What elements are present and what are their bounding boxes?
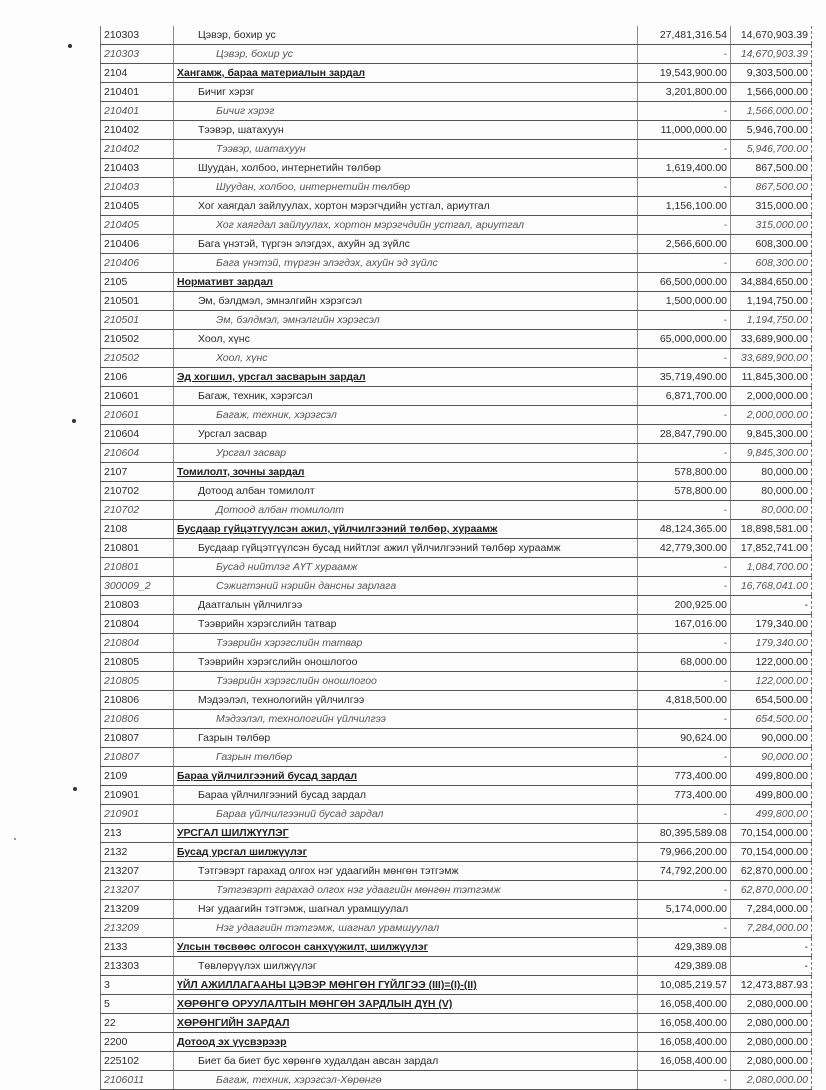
- amount-col2-cell: 5,946,700.00: [731, 121, 812, 140]
- amount-col2-cell: 315,000.00: [731, 216, 812, 235]
- amount-col2-cell: 7,284,000.00: [731, 919, 812, 938]
- amount-col2-cell: 867,500.00: [731, 178, 812, 197]
- amount-col2-cell: 9,845,300.00: [731, 444, 812, 463]
- table-row-detail: [101, 349, 812, 368]
- account-code-cell: 213207: [101, 862, 174, 881]
- table-row: [101, 1052, 812, 1071]
- table-row: [101, 121, 812, 140]
- amount-col1-cell: 2,566,600.00: [638, 235, 731, 254]
- account-code-cell: 2132: [101, 843, 174, 862]
- account-code-cell: 210401: [101, 102, 174, 121]
- table-row-detail: [101, 254, 812, 273]
- table-row: [101, 235, 812, 254]
- amount-col2-cell: 70,154,000.00: [731, 843, 812, 862]
- table-row: [101, 596, 812, 615]
- table-row-detail: [101, 140, 812, 159]
- account-name-cell: Хоол, хүнс: [174, 349, 638, 368]
- table-row-group-header: [101, 938, 812, 957]
- account-code-cell: 210402: [101, 140, 174, 159]
- table-row: [101, 615, 812, 634]
- table-row: [101, 387, 812, 406]
- table-row-detail: [101, 501, 812, 520]
- account-name-cell: Бараа үйлчилгээний бусад зардал: [174, 767, 638, 786]
- table-row-group-header: [101, 1014, 812, 1033]
- account-name-cell: Шуудан, холбоо, интернетийн төлбөр: [174, 159, 638, 178]
- account-code-cell: 210801: [101, 539, 174, 558]
- amount-col1-cell: 11,000,000.00: [638, 121, 731, 140]
- amount-col1-cell: 16,058,400.00: [638, 1052, 731, 1071]
- account-name-cell: Бараа үйлчилгээний бусад зардал: [174, 786, 638, 805]
- account-code-cell: 210303: [101, 45, 174, 64]
- amount-col1-cell: 578,800.00: [638, 482, 731, 501]
- account-name-cell: Даатгалын үйлчилгээ: [174, 596, 638, 615]
- table-row-detail: [101, 311, 812, 330]
- amount-col1-cell: -: [638, 634, 731, 653]
- account-code-cell: 210807: [101, 748, 174, 767]
- amount-col2-cell: 315,000.00: [731, 197, 812, 216]
- account-name-cell: Газрын төлбөр: [174, 748, 638, 767]
- amount-col1-cell: -: [638, 254, 731, 273]
- amount-col2-cell: 90,000.00: [731, 729, 812, 748]
- amount-col2-cell: 867,500.00: [731, 159, 812, 178]
- amount-col2-cell: 9,845,300.00: [731, 425, 812, 444]
- amount-col2-cell: -: [731, 938, 812, 957]
- account-code-cell: 210402: [101, 121, 174, 140]
- amount-col2-cell: 1,194,750.00: [731, 292, 812, 311]
- amount-col1-cell: 79,966,200.00: [638, 843, 731, 862]
- amount-col1-cell: -: [638, 178, 731, 197]
- table-row-detail: [101, 1071, 812, 1090]
- account-name-cell: ХӨРӨНГӨ ОРУУЛАЛТЫН МӨНГӨН ЗАРДЛЫН ДҮН (V): [174, 995, 638, 1014]
- amount-col2-cell: 179,340.00: [731, 615, 812, 634]
- account-code-cell: 213207: [101, 881, 174, 900]
- amount-col2-cell: 16,768,041.00: [731, 577, 812, 596]
- amount-col1-cell: 6,871,700.00: [638, 387, 731, 406]
- amount-col1-cell: -: [638, 216, 731, 235]
- account-code-cell: 300009_2: [101, 577, 174, 596]
- scan-dot-mark: [14, 838, 16, 840]
- amount-col2-cell: 34,884,650.00: [731, 273, 812, 292]
- amount-col1-cell: -: [638, 558, 731, 577]
- amount-col2-cell: 2,080,000.00: [731, 1052, 812, 1071]
- account-name-cell: Хог хаягдал зайлуулах, хортон мэрэгчдийн устгал, ариутгал: [174, 197, 638, 216]
- account-code-cell: 210601: [101, 406, 174, 425]
- account-name-cell: Хангамж, бараа материалын зардал: [174, 64, 638, 83]
- amount-col1-cell: 66,500,000.00: [638, 273, 731, 292]
- account-name-cell: Хоол, хүнс: [174, 330, 638, 349]
- account-code-cell: 213209: [101, 919, 174, 938]
- table-row-detail: [101, 558, 812, 577]
- table-row: [101, 292, 812, 311]
- account-name-cell: Тээврийн хэрэгслийн татвар: [174, 634, 638, 653]
- amount-col1-cell: -: [638, 501, 731, 520]
- amount-col2-cell: 14,670,903.39: [731, 26, 812, 45]
- amount-col2-cell: -: [731, 957, 812, 976]
- amount-col1-cell: 4,818,500.00: [638, 691, 731, 710]
- amount-col1-cell: 773,400.00: [638, 767, 731, 786]
- account-name-cell: Газрын төлбөр: [174, 729, 638, 748]
- account-name-cell: Тэтгэвэрт гарахад олгох нэг удаагийн мөнгөн тэтгэмж: [174, 862, 638, 881]
- account-code-cell: 2109: [101, 767, 174, 786]
- account-code-cell: 210901: [101, 805, 174, 824]
- account-code-cell: 2106: [101, 368, 174, 387]
- amount-col2-cell: -: [731, 596, 812, 615]
- amount-col1-cell: 200,925.00: [638, 596, 731, 615]
- account-name-cell: Тээвэр, шатахуун: [174, 140, 638, 159]
- account-code-cell: 210702: [101, 501, 174, 520]
- account-code-cell: 2106011: [101, 1071, 174, 1090]
- account-name-cell: Дотоод эх үүсвэрээр: [174, 1033, 638, 1052]
- table-row-detail: [101, 444, 812, 463]
- account-name-cell: Тээвэр, шатахуун: [174, 121, 638, 140]
- table-row-detail: [101, 919, 812, 938]
- table-row-group-header: [101, 520, 812, 539]
- table-row-detail: [101, 45, 812, 64]
- account-code-cell: 2108: [101, 520, 174, 539]
- amount-col1-cell: 74,792,200.00: [638, 862, 731, 881]
- account-code-cell: 2107: [101, 463, 174, 482]
- amount-col2-cell: 17,852,741.00: [731, 539, 812, 558]
- amount-col2-cell: 2,080,000.00: [731, 1033, 812, 1052]
- account-name-cell: Бусад урсгал шилжүүлэг: [174, 843, 638, 862]
- amount-col1-cell: 1,156,100.00: [638, 197, 731, 216]
- amount-col2-cell: 2,000,000.00: [731, 406, 812, 425]
- account-code-cell: 210807: [101, 729, 174, 748]
- account-code-cell: 210303: [101, 26, 174, 45]
- account-name-cell: Бага үнэтэй, түргэн элэгдэх, ахуйн эд зүйлс: [174, 254, 638, 273]
- account-name-cell: Нэг удаагийн тэтгэмж, шагнал урамшуулал: [174, 919, 638, 938]
- account-code-cell: 213303: [101, 957, 174, 976]
- account-name-cell: Нормативт зардал: [174, 273, 638, 292]
- table-row-detail: [101, 178, 812, 197]
- amount-col1-cell: -: [638, 140, 731, 159]
- account-code-cell: 225102: [101, 1052, 174, 1071]
- account-code-cell: 210601: [101, 387, 174, 406]
- amount-col2-cell: 654,500.00: [731, 710, 812, 729]
- table-row-group-header: [101, 767, 812, 786]
- amount-col1-cell: 429,389.08: [638, 938, 731, 957]
- amount-col2-cell: 2,080,000.00: [731, 1071, 812, 1090]
- table-row: [101, 197, 812, 216]
- account-code-cell: 2104: [101, 64, 174, 83]
- account-name-cell: Тэтгэвэрт гарахад олгох нэг удаагийн мөнгөн тэтгэмж: [174, 881, 638, 900]
- amount-col1-cell: -: [638, 1071, 731, 1090]
- account-code-cell: 2200: [101, 1033, 174, 1052]
- amount-col2-cell: 62,870,000.00: [731, 862, 812, 881]
- amount-col1-cell: 35,719,490.00: [638, 368, 731, 387]
- account-name-cell: Багаж, техник, хэрэгсэл: [174, 387, 638, 406]
- table-row-detail: [101, 710, 812, 729]
- account-name-cell: Томилолт, зочны зардал: [174, 463, 638, 482]
- scan-dot-mark: [68, 44, 72, 48]
- account-name-cell: Багаж, техник, хэрэгсэл-Хөрөнгө: [174, 1071, 638, 1090]
- amount-col2-cell: 1,566,000.00: [731, 102, 812, 121]
- account-name-cell: Бичиг хэрэг: [174, 102, 638, 121]
- account-name-cell: Эм, бэлдмэл, эмнэлгийн хэрэгсэл: [174, 292, 638, 311]
- account-code-cell: 210806: [101, 691, 174, 710]
- amount-col2-cell: 499,800.00: [731, 767, 812, 786]
- amount-col1-cell: 10,085,219.57: [638, 976, 731, 995]
- account-name-cell: Төвлөрүүлэх шилжүүлэг: [174, 957, 638, 976]
- table-row-detail: [101, 102, 812, 121]
- account-name-cell: ХӨРӨНГИЙН ЗАРДАЛ: [174, 1014, 638, 1033]
- amount-col2-cell: 2,080,000.00: [731, 1014, 812, 1033]
- account-name-cell: Мэдээлэл, технологийн үйлчилгээ: [174, 710, 638, 729]
- account-name-cell: Тээврийн хэрэгслийн оношлогоо: [174, 672, 638, 691]
- amount-col1-cell: 42,779,300.00: [638, 539, 731, 558]
- amount-col2-cell: 1,084,700.00: [731, 558, 812, 577]
- account-code-cell: 210806: [101, 710, 174, 729]
- amount-col2-cell: 499,800.00: [731, 786, 812, 805]
- amount-col1-cell: -: [638, 406, 731, 425]
- table-row: [101, 159, 812, 178]
- account-name-cell: Урсгал засвар: [174, 425, 638, 444]
- amount-col2-cell: 18,898,581.00: [731, 520, 812, 539]
- account-code-cell: 210805: [101, 672, 174, 691]
- amount-col2-cell: 608,300.00: [731, 254, 812, 273]
- account-code-cell: 210405: [101, 216, 174, 235]
- account-name-cell: Улсын төсвөөс олгосон санхүүжилт, шилжүүлэг: [174, 938, 638, 957]
- amount-col2-cell: 12,473,887.93: [731, 976, 812, 995]
- amount-col1-cell: -: [638, 102, 731, 121]
- amount-col2-cell: 11,845,300.00: [731, 368, 812, 387]
- account-code-cell: 210702: [101, 482, 174, 501]
- account-code-cell: 3: [101, 976, 174, 995]
- amount-col2-cell: 33,689,900.00: [731, 349, 812, 368]
- amount-col1-cell: 5,174,000.00: [638, 900, 731, 919]
- table-row: [101, 482, 812, 501]
- table-row: [101, 653, 812, 672]
- table-row: [101, 862, 812, 881]
- amount-col2-cell: 7,284,000.00: [731, 900, 812, 919]
- amount-col2-cell: 80,000.00: [731, 482, 812, 501]
- table-row: [101, 330, 812, 349]
- account-name-cell: Биет ба биет бус хөрөнгө худалдан авсан зардал: [174, 1052, 638, 1071]
- amount-col1-cell: 3,201,800.00: [638, 83, 731, 102]
- amount-col1-cell: -: [638, 444, 731, 463]
- table-row-detail: [101, 634, 812, 653]
- account-name-cell: Тээврийн хэрэгслийн татвар: [174, 615, 638, 634]
- account-code-cell: 5: [101, 995, 174, 1014]
- account-code-cell: 210502: [101, 330, 174, 349]
- amount-col1-cell: -: [638, 349, 731, 368]
- amount-col2-cell: 608,300.00: [731, 235, 812, 254]
- account-code-cell: 210401: [101, 83, 174, 102]
- table-row-group-header: [101, 976, 812, 995]
- account-name-cell: Эм, бэлдмэл, эмнэлгийн хэрэгсэл: [174, 311, 638, 330]
- amount-col2-cell: 2,000,000.00: [731, 387, 812, 406]
- account-code-cell: 22: [101, 1014, 174, 1033]
- account-name-cell: Бусдаар гүйцэтгүүлсэн бусад нийтлэг ажил үйлчилгээний төлбөр хураамж: [174, 539, 638, 558]
- amount-col2-cell: 33,689,900.00: [731, 330, 812, 349]
- table-row: [101, 729, 812, 748]
- amount-col1-cell: -: [638, 577, 731, 596]
- amount-col2-cell: 179,340.00: [731, 634, 812, 653]
- amount-col1-cell: 1,500,000.00: [638, 292, 731, 311]
- amount-col1-cell: 28,847,790.00: [638, 425, 731, 444]
- account-name-cell: Бусдаар гүйцэтгүүлсэн ажил, үйлчилгээний төлбөр, хураамж: [174, 520, 638, 539]
- ledger-body: [101, 26, 812, 1090]
- table-row: [101, 83, 812, 102]
- scan-dot-mark: [73, 787, 77, 791]
- amount-col2-cell: 122,000.00: [731, 653, 812, 672]
- table-row: [101, 786, 812, 805]
- account-name-cell: УРСГАЛ ШИЛЖҮҮЛЭГ: [174, 824, 638, 843]
- account-code-cell: 210406: [101, 235, 174, 254]
- amount-col1-cell: -: [638, 45, 731, 64]
- account-name-cell: Мэдээлэл, технологийн үйлчилгээ: [174, 691, 638, 710]
- amount-col1-cell: -: [638, 748, 731, 767]
- account-code-cell: 210604: [101, 444, 174, 463]
- account-code-cell: 210801: [101, 558, 174, 577]
- amount-col1-cell: 68,000.00: [638, 653, 731, 672]
- account-code-cell: 210405: [101, 197, 174, 216]
- amount-col1-cell: 65,000,000.00: [638, 330, 731, 349]
- amount-col2-cell: 122,000.00: [731, 672, 812, 691]
- table-row-group-header: [101, 995, 812, 1014]
- amount-col1-cell: -: [638, 672, 731, 691]
- amount-col2-cell: 5,946,700.00: [731, 140, 812, 159]
- account-code-cell: 210403: [101, 159, 174, 178]
- table-row-detail: [101, 672, 812, 691]
- amount-col1-cell: 16,058,400.00: [638, 1014, 731, 1033]
- amount-col1-cell: 16,058,400.00: [638, 1033, 731, 1052]
- amount-col2-cell: 90,000.00: [731, 748, 812, 767]
- amount-col1-cell: 19,543,900.00: [638, 64, 731, 83]
- table-row-detail: [101, 881, 812, 900]
- amount-col2-cell: 1,566,000.00: [731, 83, 812, 102]
- amount-col1-cell: 27,481,316.54: [638, 26, 731, 45]
- amount-col2-cell: 80,000.00: [731, 463, 812, 482]
- amount-col1-cell: 1,619,400.00: [638, 159, 731, 178]
- account-code-cell: 2133: [101, 938, 174, 957]
- amount-col2-cell: 14,670,903.39: [731, 45, 812, 64]
- account-code-cell: 210805: [101, 653, 174, 672]
- amount-col1-cell: 16,058,400.00: [638, 995, 731, 1014]
- account-name-cell: Шуудан, холбоо, интернетийн төлбөр: [174, 178, 638, 197]
- amount-col1-cell: 80,395,589.08: [638, 824, 731, 843]
- amount-col1-cell: 90,624.00: [638, 729, 731, 748]
- account-code-cell: 210901: [101, 786, 174, 805]
- table-row-detail: [101, 406, 812, 425]
- table-row-group-header: [101, 824, 812, 843]
- amount-col1-cell: 48,124,365.00: [638, 520, 731, 539]
- table-row: [101, 26, 812, 45]
- amount-col2-cell: 80,000.00: [731, 501, 812, 520]
- table-row-detail: [101, 577, 812, 596]
- account-code-cell: 210803: [101, 596, 174, 615]
- table-row-group-header: [101, 273, 812, 292]
- account-code-cell: 210604: [101, 425, 174, 444]
- table-row: [101, 900, 812, 919]
- amount-col1-cell: 429,389.08: [638, 957, 731, 976]
- account-code-cell: 210502: [101, 349, 174, 368]
- amount-col2-cell: 2,080,000.00: [731, 995, 812, 1014]
- account-code-cell: 210403: [101, 178, 174, 197]
- amount-col1-cell: 773,400.00: [638, 786, 731, 805]
- account-name-cell: ҮЙЛ АЖИЛЛАГААНЫ ЦЭВЭР МӨНГӨН ГҮЙЛГЭЭ (III)=(I)-(II): [174, 976, 638, 995]
- amount-col1-cell: -: [638, 805, 731, 824]
- table-row-detail: [101, 805, 812, 824]
- account-name-cell: Цэвэр, бохир ус: [174, 45, 638, 64]
- table-row-group-header: [101, 843, 812, 862]
- account-name-cell: Нэг удаагийн тэтгэмж, шагнал урамшуулал: [174, 900, 638, 919]
- amount-col1-cell: -: [638, 311, 731, 330]
- account-name-cell: Бараа үйлчилгээний бусад зардал: [174, 805, 638, 824]
- amount-col2-cell: 9,303,500.00: [731, 64, 812, 83]
- table-row-group-header: [101, 368, 812, 387]
- account-name-cell: Цэвэр, бохир ус: [174, 26, 638, 45]
- table-row-detail: [101, 748, 812, 767]
- account-name-cell: Бичиг хэрэг: [174, 83, 638, 102]
- account-code-cell: 210804: [101, 634, 174, 653]
- table-row-group-header: [101, 1033, 812, 1052]
- account-name-cell: Хог хаягдал зайлуулах, хортон мэрэгчдийн устгал, ариутгал: [174, 216, 638, 235]
- account-name-cell: Тээврийн хэрэгслийн оношлогоо: [174, 653, 638, 672]
- account-code-cell: 213: [101, 824, 174, 843]
- amount-col2-cell: 1,194,750.00: [731, 311, 812, 330]
- account-code-cell: 210804: [101, 615, 174, 634]
- amount-col1-cell: -: [638, 881, 731, 900]
- account-code-cell: 210501: [101, 311, 174, 330]
- table-row: [101, 957, 812, 976]
- table-row-group-header: [101, 64, 812, 83]
- table-row-detail: [101, 216, 812, 235]
- table-row: [101, 539, 812, 558]
- amount-col2-cell: 70,154,000.00: [731, 824, 812, 843]
- amount-col2-cell: 62,870,000.00: [731, 881, 812, 900]
- amount-col1-cell: -: [638, 710, 731, 729]
- account-name-cell: Эд хогшил, урсгал засварын зардал: [174, 368, 638, 387]
- expense-ledger-table: [100, 26, 812, 1090]
- amount-col2-cell: 499,800.00: [731, 805, 812, 824]
- amount-col2-cell: 654,500.00: [731, 691, 812, 710]
- account-code-cell: 213209: [101, 900, 174, 919]
- account-code-cell: 2105: [101, 273, 174, 292]
- account-name-cell: Багаж, техник, хэрэгсэл: [174, 406, 638, 425]
- amount-col1-cell: -: [638, 919, 731, 938]
- account-name-cell: Бага үнэтэй, түргэн элэгдэх, ахуйн эд зүйлс: [174, 235, 638, 254]
- table-row: [101, 691, 812, 710]
- account-name-cell: Урсгал засвар: [174, 444, 638, 463]
- account-name-cell: Дотоод албан томилолт: [174, 501, 638, 520]
- account-name-cell: Сэжигтэний нэрийн дансны зарлага: [174, 577, 638, 596]
- account-code-cell: 210406: [101, 254, 174, 273]
- table-row: [101, 425, 812, 444]
- account-name-cell: Дотоод албан томилолт: [174, 482, 638, 501]
- account-code-cell: 210501: [101, 292, 174, 311]
- amount-col1-cell: 578,800.00: [638, 463, 731, 482]
- scan-dot-mark: [72, 419, 76, 423]
- table-row-group-header: [101, 463, 812, 482]
- amount-col1-cell: 167,016.00: [638, 615, 731, 634]
- account-name-cell: Бусад нийтлэг АҮТ хураамж: [174, 558, 638, 577]
